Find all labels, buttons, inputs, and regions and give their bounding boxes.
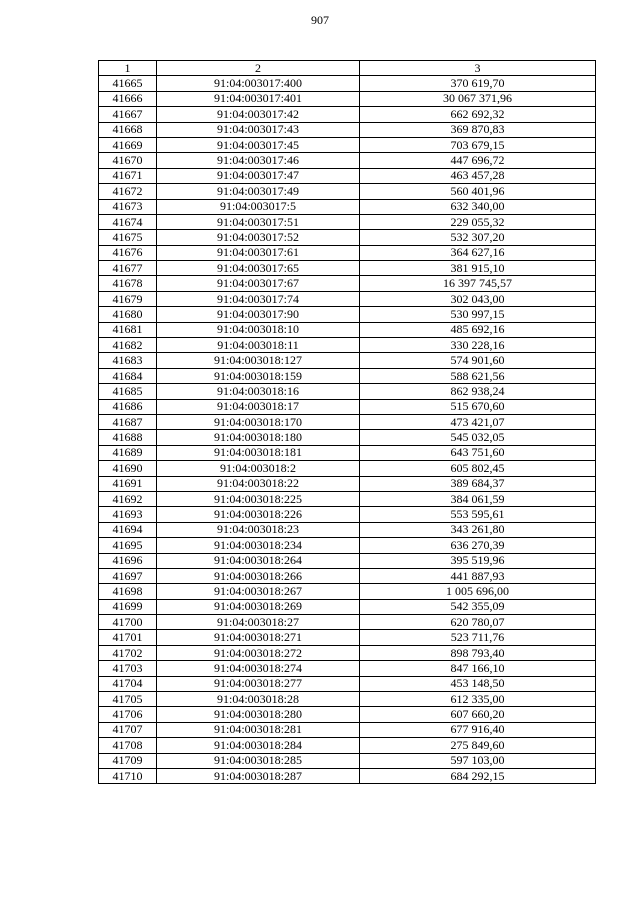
cadastral-number-cell: 91:04:003017:42 <box>157 107 360 122</box>
table-row <box>99 753 596 768</box>
table-row <box>99 153 596 168</box>
table-row <box>99 568 596 583</box>
row-number-cell: 41680 <box>99 307 157 322</box>
table-row <box>99 738 596 753</box>
row-number-cell: 41685 <box>99 384 157 399</box>
value-cell: 370 619,70 <box>360 76 596 91</box>
value-cell: 530 997,15 <box>360 307 596 322</box>
header-row <box>99 61 596 76</box>
value-cell: 636 270,39 <box>360 538 596 553</box>
cadastral-number-cell: 91:04:003018:2 <box>157 461 360 476</box>
cadastral-number-cell: 91:04:003017:74 <box>157 291 360 306</box>
table-row <box>99 584 596 599</box>
row-number-cell: 41683 <box>99 353 157 368</box>
cadastral-number-cell: 91:04:003018:159 <box>157 368 360 383</box>
cadastral-number-cell: 91:04:003017:51 <box>157 214 360 229</box>
value-cell: 275 849,60 <box>360 738 596 753</box>
cadastral-number-cell: 91:04:003017:47 <box>157 168 360 183</box>
row-number-cell: 41690 <box>99 461 157 476</box>
table-row <box>99 414 596 429</box>
value-cell: 16 397 745,57 <box>360 276 596 291</box>
cadastral-number-cell: 91:04:003018:23 <box>157 522 360 537</box>
row-number-cell: 41694 <box>99 522 157 537</box>
value-cell: 542 355,09 <box>360 599 596 614</box>
value-cell: 343 261,80 <box>360 522 596 537</box>
table-row <box>99 107 596 122</box>
row-number-cell: 41696 <box>99 553 157 568</box>
row-number-cell: 41677 <box>99 261 157 276</box>
row-number-cell: 41700 <box>99 615 157 630</box>
row-number-cell: 41693 <box>99 507 157 522</box>
cadastral-number-cell: 91:04:003018:281 <box>157 722 360 737</box>
cadastral-number-cell: 91:04:003018:272 <box>157 645 360 660</box>
cadastral-number-cell: 91:04:003017:5 <box>157 199 360 214</box>
cadastral-number-cell: 91:04:003018:28 <box>157 692 360 707</box>
row-number-cell: 41676 <box>99 245 157 260</box>
row-number-cell: 41668 <box>99 122 157 137</box>
cadastral-number-cell: 91:04:003017:90 <box>157 307 360 322</box>
table-row <box>99 276 596 291</box>
value-cell: 677 916,40 <box>360 722 596 737</box>
row-number-cell: 41669 <box>99 137 157 152</box>
row-number-cell: 41698 <box>99 584 157 599</box>
value-cell: 898 793,40 <box>360 645 596 660</box>
table-row <box>99 399 596 414</box>
cadastral-number-cell: 91:04:003017:65 <box>157 261 360 276</box>
value-cell: 545 032,05 <box>360 430 596 445</box>
table-row <box>99 630 596 645</box>
row-number-cell: 41699 <box>99 599 157 614</box>
value-cell: 553 595,61 <box>360 507 596 522</box>
table-row <box>99 168 596 183</box>
value-cell: 607 660,20 <box>360 707 596 722</box>
cadastral-number-cell: 91:04:003018:127 <box>157 353 360 368</box>
cadastral-number-cell: 91:04:003017:46 <box>157 153 360 168</box>
cadastral-number-cell: 91:04:003018:274 <box>157 661 360 676</box>
table-row <box>99 368 596 383</box>
cadastral-number-cell: 91:04:003018:10 <box>157 322 360 337</box>
table-row <box>99 230 596 245</box>
table-row <box>99 291 596 306</box>
cadastral-number-cell: 91:04:003017:43 <box>157 122 360 137</box>
cadastral-number-cell: 91:04:003018:277 <box>157 676 360 691</box>
cadastral-number-cell: 91:04:003018:16 <box>157 384 360 399</box>
row-number-cell: 41704 <box>99 676 157 691</box>
row-number-cell: 41679 <box>99 291 157 306</box>
cadastral-number-cell: 91:04:003018:170 <box>157 414 360 429</box>
table-row <box>99 430 596 445</box>
row-number-cell: 41678 <box>99 276 157 291</box>
value-cell: 662 692,32 <box>360 107 596 122</box>
row-number-cell: 41670 <box>99 153 157 168</box>
value-cell: 381 915,10 <box>360 261 596 276</box>
table-row <box>99 676 596 691</box>
cadastral-number-cell: 91:04:003018:226 <box>157 507 360 522</box>
row-number-cell: 41666 <box>99 91 157 106</box>
table-header <box>99 61 596 76</box>
value-cell: 515 670,60 <box>360 399 596 414</box>
value-cell: 473 421,07 <box>360 414 596 429</box>
value-cell: 632 340,00 <box>360 199 596 214</box>
table-row <box>99 722 596 737</box>
value-cell: 463 457,28 <box>360 168 596 183</box>
table-row <box>99 122 596 137</box>
cadastral-number-cell: 91:04:003018:271 <box>157 630 360 645</box>
cadastral-number-cell: 91:04:003018:266 <box>157 568 360 583</box>
table-row <box>99 692 596 707</box>
value-cell: 389 684,37 <box>360 476 596 491</box>
page-number: 907 <box>311 13 329 27</box>
row-number-cell: 41667 <box>99 107 157 122</box>
row-number-cell: 41697 <box>99 568 157 583</box>
cadastral-number-cell: 91:04:003017:45 <box>157 137 360 152</box>
row-number-cell: 41708 <box>99 738 157 753</box>
table-row <box>99 184 596 199</box>
table-row <box>99 384 596 399</box>
row-number-cell: 41701 <box>99 630 157 645</box>
row-number-cell: 41710 <box>99 768 157 783</box>
row-number-cell: 41695 <box>99 538 157 553</box>
table-row <box>99 245 596 260</box>
table-row <box>99 768 596 783</box>
row-number-cell: 41688 <box>99 430 157 445</box>
value-cell: 369 870,83 <box>360 122 596 137</box>
value-cell: 605 802,45 <box>360 461 596 476</box>
cadastral-number-cell: 91:04:003018:17 <box>157 399 360 414</box>
cadastral-number-cell: 91:04:003018:11 <box>157 338 360 353</box>
table-body <box>99 76 596 784</box>
table-row <box>99 491 596 506</box>
table-row <box>99 76 596 91</box>
cadastral-number-cell: 91:04:003018:280 <box>157 707 360 722</box>
cadastral-number-cell: 91:04:003018:284 <box>157 738 360 753</box>
table-row <box>99 507 596 522</box>
cadastral-number-cell: 91:04:003018:267 <box>157 584 360 599</box>
row-number-cell: 41681 <box>99 322 157 337</box>
value-cell: 703 679,15 <box>360 137 596 152</box>
cadastral-number-cell: 91:04:003018:285 <box>157 753 360 768</box>
table-row <box>99 214 596 229</box>
cadastral-number-cell: 91:04:003017:401 <box>157 91 360 106</box>
value-cell: 302 043,00 <box>360 291 596 306</box>
table-row <box>99 553 596 568</box>
table-row <box>99 261 596 276</box>
table-row <box>99 661 596 676</box>
row-number-cell: 41686 <box>99 399 157 414</box>
row-number-cell: 41691 <box>99 476 157 491</box>
value-cell: 523 711,76 <box>360 630 596 645</box>
table-row <box>99 645 596 660</box>
value-cell: 330 228,16 <box>360 338 596 353</box>
value-cell: 229 055,32 <box>360 214 596 229</box>
table-row <box>99 461 596 476</box>
cadastral-number-cell: 91:04:003018:287 <box>157 768 360 783</box>
value-cell: 620 780,07 <box>360 615 596 630</box>
cadastral-number-cell: 91:04:003017:61 <box>157 245 360 260</box>
value-cell: 1 005 696,00 <box>360 584 596 599</box>
row-number-cell: 41672 <box>99 184 157 199</box>
value-cell: 643 751,60 <box>360 445 596 460</box>
value-cell: 847 166,10 <box>360 661 596 676</box>
registry-table <box>98 60 596 784</box>
cadastral-number-cell: 91:04:003018:181 <box>157 445 360 460</box>
table-row <box>99 307 596 322</box>
value-cell: 447 696,72 <box>360 153 596 168</box>
value-cell: 441 887,93 <box>360 568 596 583</box>
row-number-cell: 41674 <box>99 214 157 229</box>
table-row <box>99 137 596 152</box>
value-cell: 684 292,15 <box>360 768 596 783</box>
cadastral-number-cell: 91:04:003018:234 <box>157 538 360 553</box>
table-row <box>99 538 596 553</box>
row-number-cell: 41702 <box>99 645 157 660</box>
column-header-3: 3 <box>360 61 596 76</box>
value-cell: 597 103,00 <box>360 753 596 768</box>
row-number-cell: 41682 <box>99 338 157 353</box>
value-cell: 532 307,20 <box>360 230 596 245</box>
cadastral-number-cell: 91:04:003017:400 <box>157 76 360 91</box>
table-row <box>99 199 596 214</box>
cadastral-number-cell: 91:04:003018:269 <box>157 599 360 614</box>
table-row <box>99 91 596 106</box>
row-number-cell: 41665 <box>99 76 157 91</box>
value-cell: 588 621,56 <box>360 368 596 383</box>
table-row <box>99 322 596 337</box>
row-number-cell: 41706 <box>99 707 157 722</box>
value-cell: 560 401,96 <box>360 184 596 199</box>
row-number-cell: 41709 <box>99 753 157 768</box>
value-cell: 364 627,16 <box>360 245 596 260</box>
value-cell: 30 067 371,96 <box>360 91 596 106</box>
table-row <box>99 445 596 460</box>
row-number-cell: 41705 <box>99 692 157 707</box>
row-number-cell: 41689 <box>99 445 157 460</box>
table-row <box>99 707 596 722</box>
row-number-cell: 41687 <box>99 414 157 429</box>
row-number-cell: 41673 <box>99 199 157 214</box>
table-row <box>99 599 596 614</box>
row-number-cell: 41703 <box>99 661 157 676</box>
value-cell: 453 148,50 <box>360 676 596 691</box>
value-cell: 395 519,96 <box>360 553 596 568</box>
cadastral-number-cell: 91:04:003018:22 <box>157 476 360 491</box>
column-header-2: 2 <box>157 61 360 76</box>
value-cell: 574 901,60 <box>360 353 596 368</box>
row-number-cell: 41675 <box>99 230 157 245</box>
cadastral-number-cell: 91:04:003017:49 <box>157 184 360 199</box>
table-row <box>99 353 596 368</box>
cadastral-number-cell: 91:04:003017:52 <box>157 230 360 245</box>
row-number-cell: 41692 <box>99 491 157 506</box>
value-cell: 384 061,59 <box>360 491 596 506</box>
cadastral-number-cell: 91:04:003017:67 <box>157 276 360 291</box>
value-cell: 485 692,16 <box>360 322 596 337</box>
cadastral-number-cell: 91:04:003018:225 <box>157 491 360 506</box>
cadastral-number-cell: 91:04:003018:27 <box>157 615 360 630</box>
cadastral-number-cell: 91:04:003018:264 <box>157 553 360 568</box>
table-row <box>99 476 596 491</box>
row-number-cell: 41684 <box>99 368 157 383</box>
column-header-1: 1 <box>99 61 157 76</box>
row-number-cell: 41707 <box>99 722 157 737</box>
value-cell: 612 335,00 <box>360 692 596 707</box>
table-row <box>99 522 596 537</box>
value-cell: 862 938,24 <box>360 384 596 399</box>
cadastral-number-cell: 91:04:003018:180 <box>157 430 360 445</box>
table-row <box>99 615 596 630</box>
row-number-cell: 41671 <box>99 168 157 183</box>
table-row <box>99 338 596 353</box>
